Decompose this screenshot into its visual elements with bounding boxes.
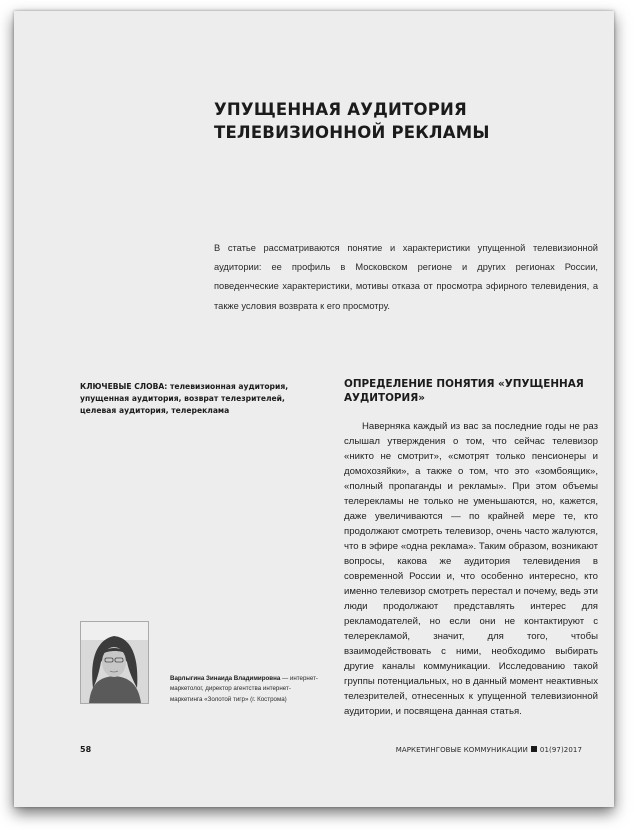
section-title: ОПРЕДЕЛЕНИЕ ПОНЯТИЯ «УПУЩЕННАЯ АУДИТОРИЯ» xyxy=(344,378,584,404)
keywords-label: КЛЮЧЕВЫЕ СЛОВА: xyxy=(80,382,168,391)
journal-footer xyxy=(396,746,582,754)
author-portrait-image xyxy=(81,622,148,703)
square-separator-icon xyxy=(531,746,537,752)
magazine-page xyxy=(14,11,614,807)
author-photo xyxy=(80,621,149,704)
keywords-text: телевизионная аудитория, упущенная аудитория, возврат телезрителей, целевая аудитория, телереклама xyxy=(80,382,289,415)
journal-issue: 01(97)2017 xyxy=(539,746,582,754)
keywords-block xyxy=(80,381,320,417)
author-description: — интернет-маркетолог, директор агентства интернет-маркетинга «Золотой тигр» (г. Кострома) xyxy=(170,675,318,703)
author-caption xyxy=(170,674,322,705)
article-body: Наверняка каждый из вас за последние годы не раз слышал утверждения о том, что сейчас телевизор «никто не смотрит», «смотрят только пенсионеры и домохозяйки», а также о том, что это «зомбоящик», «полный пропаганды и рекламы». При этом объемы телерекламы не только не уменьшаются, но, кажется, даже увеличиваются — по крайней мере те, кто продолжают смотреть телевизор, очень часто жалуются, что в эфире «одна реклама». Таким образом, возникают вопросы, какова же аудитория телевидения в современной России и, что особенно интересно, кто именно телевизор смотреть перестал и почему, ведь эти люди продолжают представлять интерес для рекламодателей, но если они не контактируют с телерекламой, значит, для того, чтобы взаимодействовать с ними, необходимо выбирать другие каналы коммуникации. Исследованию такой группы потенциальных, но в данный момент неактивных телезрителей, отнесенных к упущенной телевизионной аудитории, и посвящена данная статья. xyxy=(344,421,598,717)
article-abstract: В статье рассматриваются понятие и характеристики упущенной телевизионной аудитории: ее профиль в Московском регионе и других регионах России, поведенческие характеристики, мотивы отказа от просмотра эфирного телевидения, а также условия возврата к его просмотру. xyxy=(214,243,598,311)
page-number: 58 xyxy=(80,745,92,754)
journal-name: МАРКЕТИНГОВЫЕ КОММУНИКАЦИИ xyxy=(395,746,528,754)
article-title: УПУЩЕННАЯ АУДИТОРИЯ ТЕЛЕВИЗИОННОЙ РЕКЛАМЫ xyxy=(214,100,490,142)
author-name: Варлыгина Зинаида Владимировна xyxy=(170,675,281,682)
